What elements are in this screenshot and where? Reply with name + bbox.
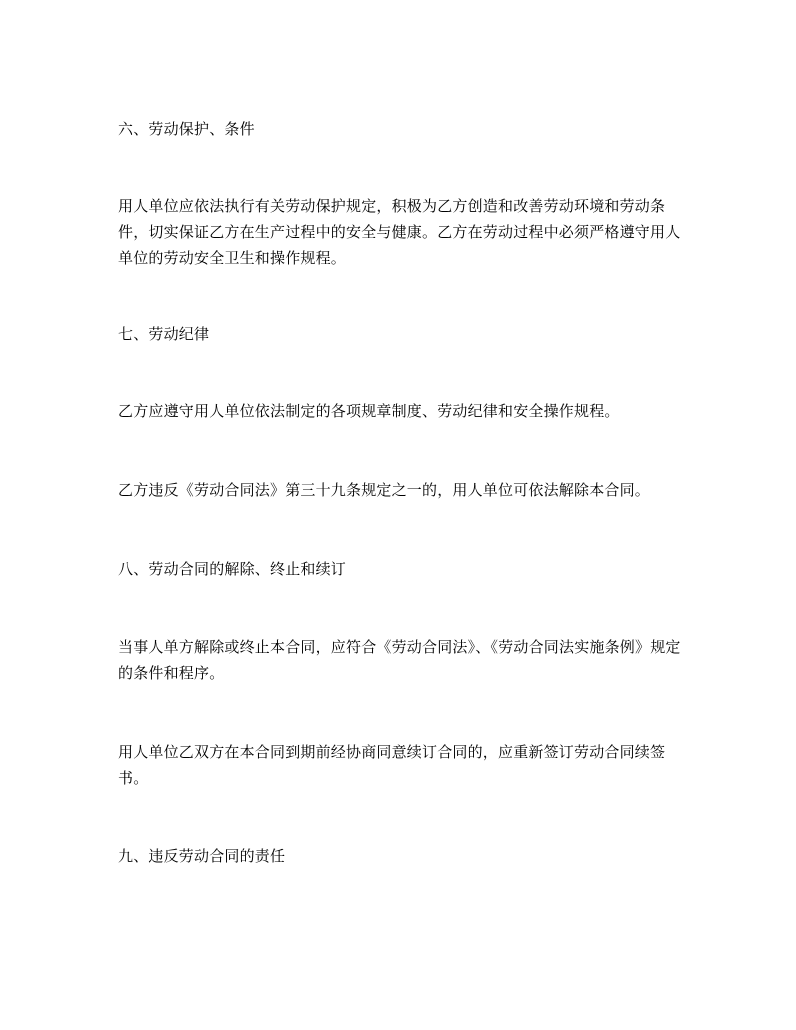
section-heading-nine: 九、违反劳动合同的责任 xyxy=(118,847,286,865)
section-heading-six: 六、劳动保护、条件 xyxy=(118,120,255,138)
paragraph-unilateral-termination: 当事人单方解除或终止本合同，应符合《劳动合同法》、《劳动合同法实施条例》规定的条件和程序。 xyxy=(118,638,681,682)
paragraph-labor-discipline: 乙方应遵守用人单位依法制定的各项规章制度、劳动纪律和安全操作规程。 xyxy=(118,402,620,420)
section-heading-eight: 八、劳动合同的解除、终止和续订 xyxy=(118,560,347,578)
paragraph-contract-termination-violation: 乙方违反《劳动合同法》第三十九条规定之一的，用人单位可依法解除本合同。 xyxy=(118,481,651,499)
section-heading-seven: 七、劳动纪律 xyxy=(118,325,210,343)
paragraph-contract-renewal: 用人单位乙双方在本合同到期前经协商同意续订合同的，应重新签订劳动合同续签书。 xyxy=(118,743,666,787)
paragraph-labor-protection: 用人单位应依法执行有关劳动保护规定，积极为乙方创造和改善劳动环境和劳动条件，切实保证乙方在生产过程中的安全与健康。乙方在劳动过程中必须严格遵守用人单位的劳动安全卫生和操作规程。 xyxy=(118,197,681,267)
